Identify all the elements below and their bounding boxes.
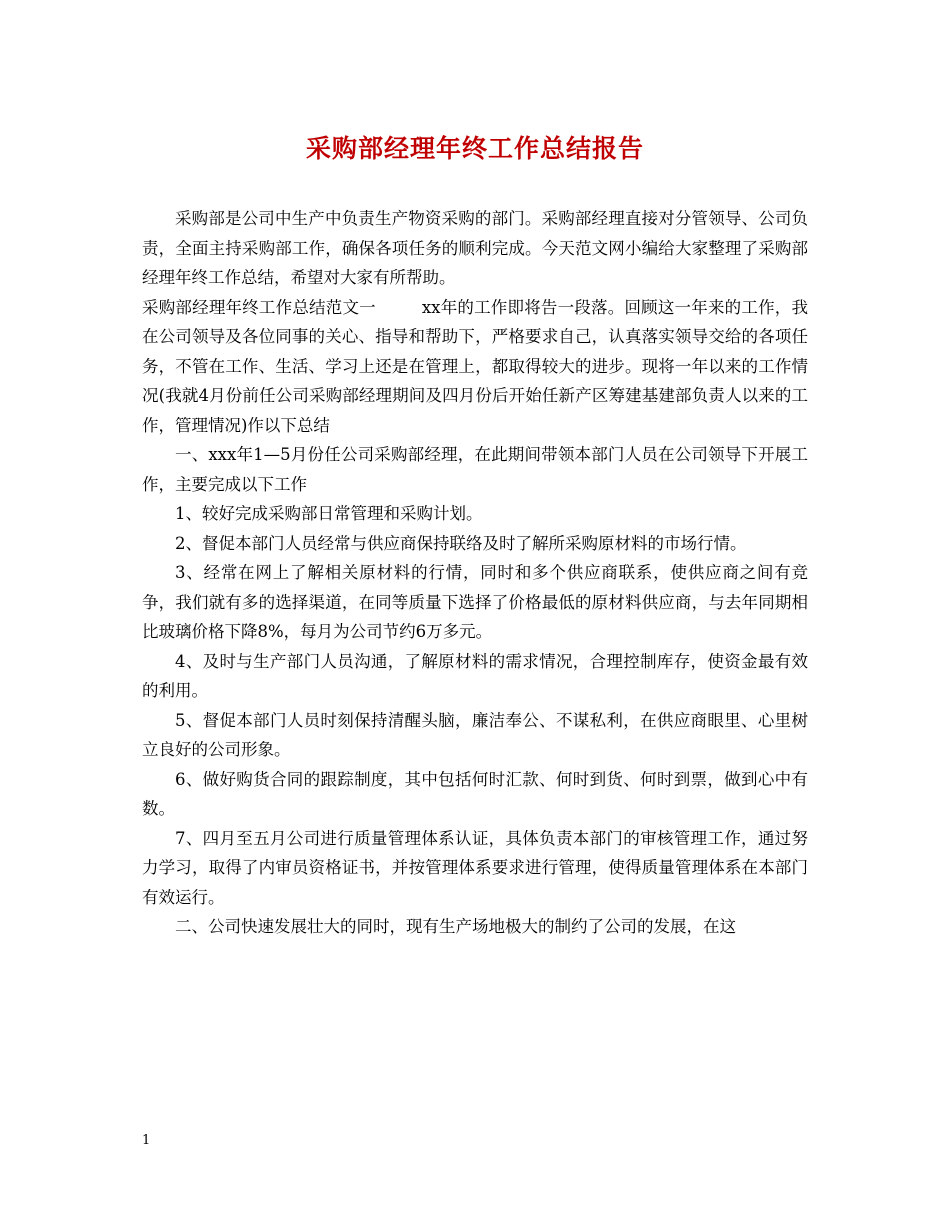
page-number: 1: [142, 1133, 151, 1148]
work-item-2: 2、督促本部门人员经常与供应商保持联络及时了解所采购原材料的市场行情。: [175, 533, 747, 553]
sample-opening: xx年的工作即将告一段落。回顾这一年来的工作，我在公司领导及各位同事的关心、指导和帮助下，严格要求自己，认真落实领导交给的各项任务，不管在工作、生活、学习上还是在管理上，都取得较大的进步。现将一年以来的工作情况(我就4月份前任公司采购部经理期间及四月份后开始任新产区筹建基建部负责人以来的工作，管理情况)作以下总结: [142, 297, 808, 435]
work-item-1: 1、较好完成采购部日常管理和采购计划。: [175, 504, 483, 523]
document-title: 采购部经理年终工作总结报告: [305, 134, 644, 163]
intro-paragraph: 采购部是公司中生产中负责生产物资采购的部门。采购部经理直接对分管领导、公司负责，全面主持采购部工作，确保各项任务的顺利完成。今天范文网小编给大家整理了采购部经理年终工作总结，希望对大家有所帮助。: [142, 209, 808, 287]
section-one-heading: 一、xxx年1—5月份任公司采购部经理，在此期间带领本部门人员在公司领导下开展工作，主要完成以下工作: [142, 445, 808, 494]
work-item-4: 4、及时与生产部门人员沟通，了解原材料的需求情况，合理控制库存，使资金最有效的利用。: [142, 651, 808, 700]
work-item-6: 6、做好购货合同的跟踪制度，其中包括何时汇款、何时到货、何时到票，做到心中有数。: [142, 769, 808, 818]
sample-heading: 采购部经理年终工作总结范文一: [142, 297, 376, 317]
work-item-5: 5、督促本部门人员时刻保持清醒头脑，廉洁奉公、不谋私利，在供应商眼里、心里树立良好的公司形象。: [142, 710, 808, 759]
work-item-7: 7、四月至五月公司进行质量管理体系认证，具体负责本部门的审核管理工作，通过努力学习，取得了内审员资格证书，并按管理体系要求进行管理，使得质量管理体系在本部门有效运行。: [142, 828, 808, 907]
document-body: [142, 204, 808, 942]
section-two-paragraph: 二、公司快速发展壮大的同时，现有生产场地极大的制约了公司的发展，在这: [175, 917, 736, 936]
work-item-3: 3、经常在网上了解相关原材料的行情，同时和多个供应商联系，使供应商之间有竞争，我们就有多的选择渠道，在同等质量下选择了价格最低的原材料供应商，与去年同期相比玻璃价格下降8%，每月为公司节约6万多元。: [142, 563, 808, 641]
sample-paragraph: [142, 293, 808, 441]
